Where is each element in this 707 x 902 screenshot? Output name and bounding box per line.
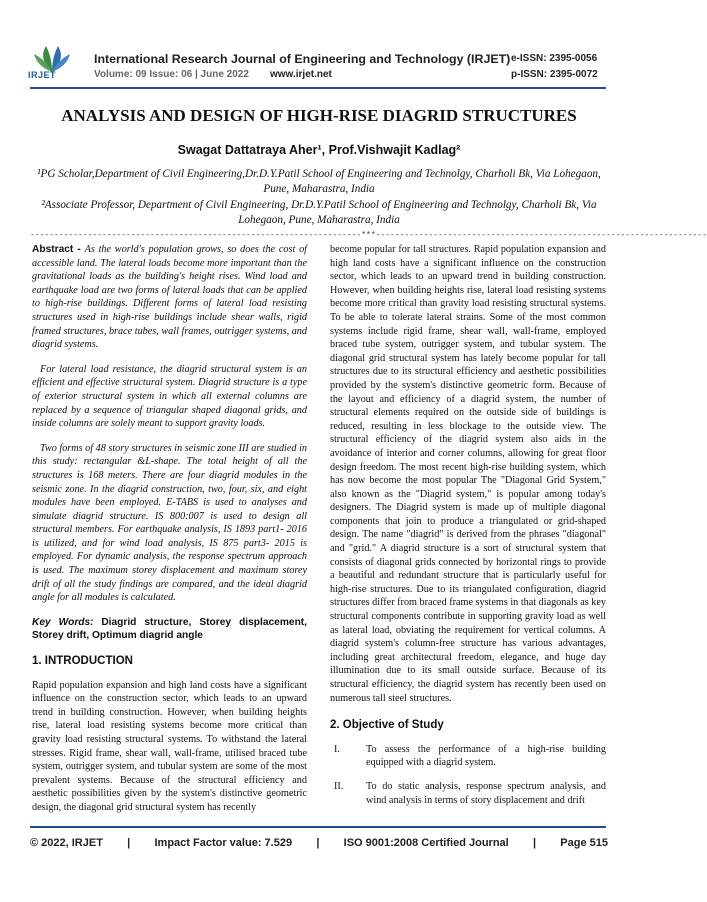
abstract-label: Abstract - (32, 244, 81, 255)
affiliation-1: ¹PG Scholar,Department of Civil Engineering,Dr.D.Y.Patil School of Engineering and Technolgy, Charholi Bk, Via Lohegaon, Pune, Maharastra, India (37, 168, 601, 195)
objective-text: To do static analysis, response spectrum analysis, and wind analysis in terms of story displacement and drift (366, 780, 606, 806)
footer-divider: | (316, 837, 320, 849)
footer-divider: | (532, 837, 537, 849)
section-heading-objective: 2. Objective of Study (330, 719, 444, 732)
journal-name: International Research Journal of Engineering and Technology (IRJET) (94, 52, 511, 66)
affiliation-2: ²Associate Professor, Department of Civil Engineering, Dr.D.Y.Patil School of Engineering and Technolgy, Charholi Bk, Via Lohegaon, Pune, Maharastra, India (41, 199, 597, 226)
footer-iso: ISO 9001:2008 Certified Journal (343, 837, 509, 849)
logo-text: IRJET (28, 70, 57, 80)
left-column (32, 243, 307, 815)
keywords-text: Diagrid structure, Storey displacement, Storey drift, Optimum diagrid angle (32, 616, 308, 642)
p-issn: p-ISSN: 2395-0072 (511, 69, 598, 80)
objective-number: II. (334, 780, 344, 792)
header-rule (30, 87, 606, 89)
volume-issue: Volume: 09 Issue: 06 | June 2022 (94, 69, 249, 80)
keywords-label: Key Words: (32, 616, 94, 628)
footer-impact-factor: Impact Factor value: 7.529 (154, 837, 293, 849)
journal-website: www.irjet.net (270, 69, 332, 80)
e-issn: e-ISSN: 2395-0056 (511, 53, 598, 64)
abstract-text-1: As the world's population grows, so does the cost of accessible land. The lateral loads become more important than the gravitational loads as the building's height rises. Wind load and earthquake load are two forms of lateral loads that can be applied to high-rise buildings. Different forms of lateral load resisting structures used in high-rise buildings include shear walls, rigid framed structures, brace tubes, wall frames, outrigger systems, and diagrid systems. (32, 244, 307, 351)
intro-para-left: Rapid population expansion and high land costs have a significant influence on the construction sector, which leads to an upward trend in building construction. However, when building heights rise, lateral load resisting systems become more critical than gravity load resisting structural systems. To withstand the lateral stresses. Rigid frame, shear wall, wall-frame, utilised braced tube system, outrigger system, and tubular system are some of the most prevalent systems. Because of the structural efficiency and aesthetic possibilities given by the system's distinctive geometric design, the diagonal grid structural system has recently (32, 679, 307, 813)
objective-item (330, 743, 606, 770)
intro-para-right: become popular for tall structures. Rapid population expansion and high land costs have a significant influence on the construction sector, which leads to an upward trend in building construction. However, when building heights rise, lateral load resisting systems become more critical than gravity load resisting structural systems. To be able to tolerate lateral strains. Some of the most common systems include rigid frame, shear wall, wall-frame, employed braced tube system, outrigger system, and tubular system. The diagonal grid structural system has lately become popular for tall structures due to its structural efficiency and aesthetic possibilities provided by the system's distinctive geometric form. Because of the layout and efficiency of a diagrid system, the number of structural elements required on the outside side of buildings is reduced, resulting in less blockage to the outside view. The structural efficiency of the diagrid system also aids in the avoidance of interior and corner columns, allowing for great floor design freedom. The most recent high-rise building system, which has now become the most popular The "Diagonal Grid System," also known as the "Diagrid system," is popular among today's designers. The Diagrid system is made up of multiple diagonal components that join to produce a triangulated or grid-shaped design. The name "diagrid" is derived from the phrases "diagonal" and "grid." A diagrid structure is a sort of structural system that consists of diagonal grids connected by horizontal rings to provide a beautiful and redundant structure that is particularly useful for high-rise structures. Due to its triangulated configuration, diagrid structures differ from braced frame systems in that diagonals as key structural components contribute in supporting gravity load as well as lateral load, obviating the requirement for vertical columns. A diagrid system's column-free structure has various advantages, including great architectural freedom, elegance, and huge day illumination due to its small outside surface. Because of its structural efficiency, the diagrid system has recently been used on numerous tall steel structures. (330, 244, 606, 704)
objective-item (330, 780, 606, 807)
objective-number: I. (334, 743, 340, 755)
right-column (330, 243, 606, 817)
abstract-para-3: Two forms of 48 story structures in seismic zone III are studied in this study: rectangular &L-shape. The total height of all the structures is 168 meters. There are four diagrid modules in the seismic zone. In the diagrid construction, two, four, six, and eight modules have been employed. E-TABS is used to analyses and simulate diagrid structure. IS 800:007 is used to design all structural members. For earthquake analysis, IS 1893 part1- 2016 is utilized, and for wind load analysis, IS 875 part3- 2015 is employed. For dynamic analysis, the response spectrum approach is used. The maximum storey displacement and maximum storey drift of all the study findings are compared, and the ideal diagrid angle for all modules is calculated. (32, 442, 307, 604)
footer-page-number: Page 515 (560, 837, 608, 849)
section-heading-introduction: 1. INTRODUCTION (32, 655, 133, 668)
footer-rule (30, 826, 606, 828)
separator: ---------------------------------------------------------------------***--------------------------------------------------------------------- (30, 231, 707, 240)
abstract-para-2: For lateral load resistance, the diagrid structural system is an efficient and effective structural system. Diagrid structure is a type of exterior structural system in which all external columns are replaced by a sequence of triangular shaped diagonal grids, and inside columns are solely meant to support gravity loads. (32, 363, 307, 430)
keywords (32, 616, 307, 643)
abstract-para-1 (32, 243, 307, 352)
authors: Swagat Dattatraya Aher¹, Prof.Vishwajit Kadlag² (177, 143, 461, 157)
footer-divider: | (127, 837, 131, 849)
paper-title: ANALYSIS AND DESIGN OF HIGH-RISE DIAGRID STRUCTURES (61, 106, 577, 125)
footer-copyright: © 2022, IRJET (30, 837, 103, 849)
footer (30, 837, 608, 849)
objective-text: To assess the performance of a high-rise building equipped with a diagrid system. (366, 743, 606, 769)
